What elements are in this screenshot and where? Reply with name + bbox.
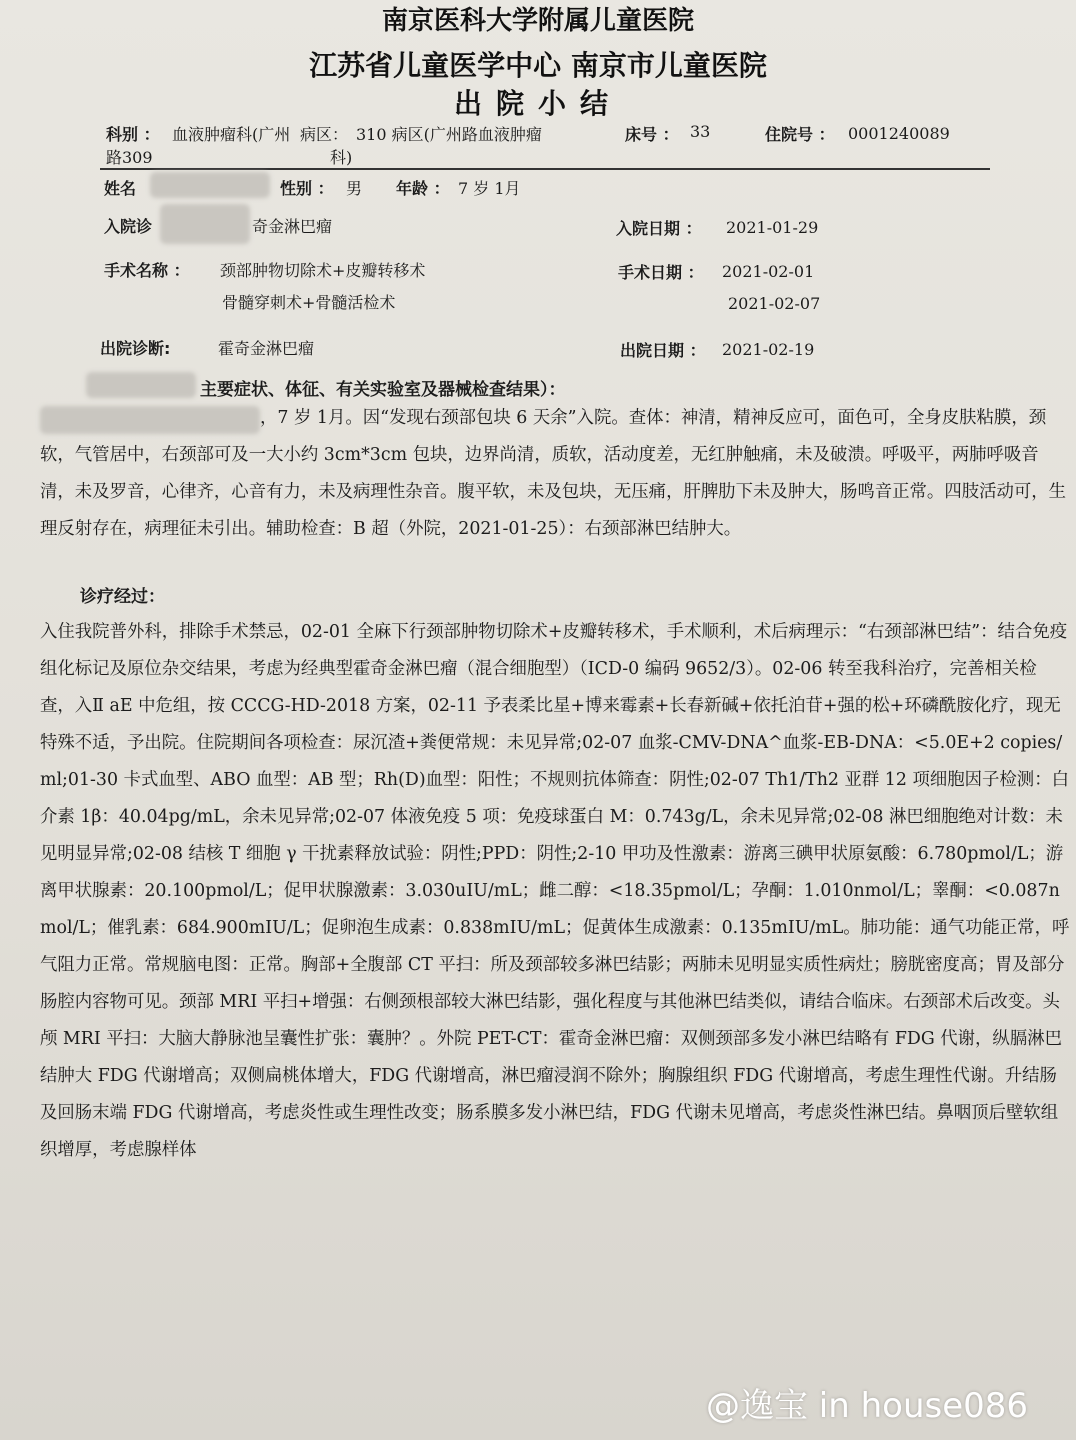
- discharge-date-value: 2021-02-19: [722, 340, 815, 359]
- document-title: 出院小结: [453, 87, 622, 120]
- surgery-date-label: 手术日期 ：: [618, 263, 704, 282]
- age-value: 7 岁 1月: [458, 179, 521, 198]
- admission-date-value: 2021-01-29: [726, 218, 819, 237]
- name-label: 姓名: [104, 179, 137, 198]
- discharge-date-label: 出院日期 ：: [620, 341, 706, 360]
- watermark-text: @逸宝 in house086: [706, 1386, 1029, 1426]
- header-divider: [100, 168, 990, 170]
- redacted-section-prefix: [86, 372, 196, 398]
- sex-label: 性别 ：: [280, 179, 334, 198]
- medical-center-name: 江苏省儿童医学中心 南京市儿童医院: [309, 49, 767, 82]
- symptoms-section-label: 主要症状、体征、有关实验室及器械检查结果）：: [200, 380, 566, 400]
- ward-label: 病区：: [300, 125, 349, 144]
- dept-value-1: 血液肿瘤科(广州: [172, 125, 291, 144]
- dept-label: 科别 ：: [106, 125, 160, 144]
- course-section-label: 诊疗经过：: [80, 587, 165, 607]
- discharge-diagnosis-label: 出院诊断:: [100, 339, 171, 358]
- admission-number-label: 住院号 ：: [765, 125, 835, 144]
- dept-value-2: 路309: [106, 148, 153, 167]
- surgery-date-2: 2021-02-07: [728, 294, 821, 313]
- age-label: 年龄 ：: [396, 179, 450, 198]
- surgery-name-1: 颈部肿物切除术+皮瓣转移术: [220, 261, 426, 280]
- bed-value: 33: [690, 122, 711, 141]
- admission-number-value: 0001240089: [848, 124, 950, 143]
- symptoms-text: ，7 岁 1月。因“发现右颈部包块 6 天余”入院。查体：神清，精神反应可，面色可，全身皮肤粘膜，颈软，气管居中，右颈部可及一大小约 3cm*3cm 包块，边界尚清，质软，活动度差，无红肿触痛，未及破溃。呼吸平，两肺呼吸音清，未及罗音，心律齐，心音有力，未及病理性杂音。腹平软，未及包块，无压痛，肝脾肋下未及肿大，肠鸣音正常。四肢活动可，生理反射存在，病理征未引出。辅助检查：B 超（外院，2021-01-25）：右颈部淋巴结肿大。: [40, 408, 1067, 539]
- course-text: 入住我院普外科，排除手术禁忌，02-01 全麻下行颈部肿物切除术+皮瓣转移术，手术顺利，术后病理示：“右颈部淋巴结”：结合免疫组化标记及原位杂交结果，考虑为经典型霍奇金淋巴瘤（混合细胞型）（ICD-0 编码 9652/3）。02-06 转至我科治疗，完善相关检查，入Ⅱ aE 中危组，按 CCCG-HD-2018 方案，02-11 予表柔比星+博来霉素+长春新碱+依托泊苷+强的松+环磷酰胺化疗，现无特殊不适，予出院。住院期间各项检查：尿沉渣+粪便常规：未见异常;02-07 血浆-CMV-DNA^血浆-EB-DNA：<5.0E+2 copies/ml;01-30 卡式血型、ABO 血型：AB 型；Rh(D)血型：阳性；不规则抗体筛查：阴性;02-07 Th1/Th2 亚群 12 项细胞因子检测：白介素 1β：40.04pg/mL，余未见异常;02-07 体液免疫 5 项：免疫球蛋白 M：0.743g/L，余未见异常;02-08 淋巴细胞绝对计数：未见明显异常;02-08 结核 T 细胞 γ 干扰素释放试验：阴性;PPD：阴性;2-10 甲功及性激素：游离三碘甲状原氨酸：6.780pmol/L；游离甲状腺素：20.100pmol/L；促甲状腺激素：3.030uIU/mL；雌二醇：<18.35pmol/L；孕酮：1.010nmol/L；睾酮：<0.087nmol/L；催乳素：684.900mIU/L；促卵泡生成素：0.838mIU/mL；促黄体生成激素：0.135mIU/mL。肺功能：通气功能正常，呼气阻力正常。常规脑电图：正常。胸部+全腹部 CT 平扫：所及颈部较多淋巴结影；两肺未见明显实质性病灶；膀胱密度高；胃及部分肠腔内容物可见。颈部 MRI 平扫+增强：右侧颈根部较大淋巴结影，强化程度与其他淋巴结类似，请结合临床。右颈部术后改变。头颅 MRI 平扫：大脑大静脉池呈囊性扩张：囊肿？。外院 PET-CT：霍奇金淋巴瘤：双侧颈部多发小淋巴结略有 FDG 代谢，纵膈淋巴结肿大 FDG 代谢增高；双侧扁桃体增大，FDG 代谢增高，淋巴瘤浸润不除外；胸腺组织 FDG 代谢增高，考虑生理性代谢。升结肠及回肠末端 FDG 代谢增高，考虑炎性或生理性改变；肠系膜多发小淋巴结，FDG 代谢未见增高，考虑炎性淋巴结。鼻咽顶后壁软组织增厚，考虑腺样体: [40, 622, 1070, 1160]
- admission-diagnosis-value: 奇金淋巴瘤: [252, 217, 333, 236]
- surgery-date-1: 2021-02-01: [722, 262, 815, 281]
- sex-value: 男: [346, 179, 363, 198]
- ward-value-1: 310 病区(广州路血液肿瘤: [356, 125, 542, 144]
- redacted-diagnosis: [160, 204, 250, 244]
- surgery-name-2: 骨髓穿刺术+骨髓活检术: [222, 293, 396, 312]
- redacted-name: [150, 172, 270, 198]
- hospital-name: 南京医科大学附属儿童医院: [381, 6, 694, 36]
- admission-date-label: 入院日期 ：: [616, 219, 702, 238]
- discharge-diagnosis-value: 霍奇金淋巴瘤: [218, 339, 315, 358]
- admission-diagnosis-label: 入院诊: [104, 217, 153, 236]
- surgery-name-label: 手术名称 ：: [104, 261, 190, 280]
- ward-value-2: 科): [330, 148, 353, 167]
- bed-label: 床号 ：: [625, 125, 679, 144]
